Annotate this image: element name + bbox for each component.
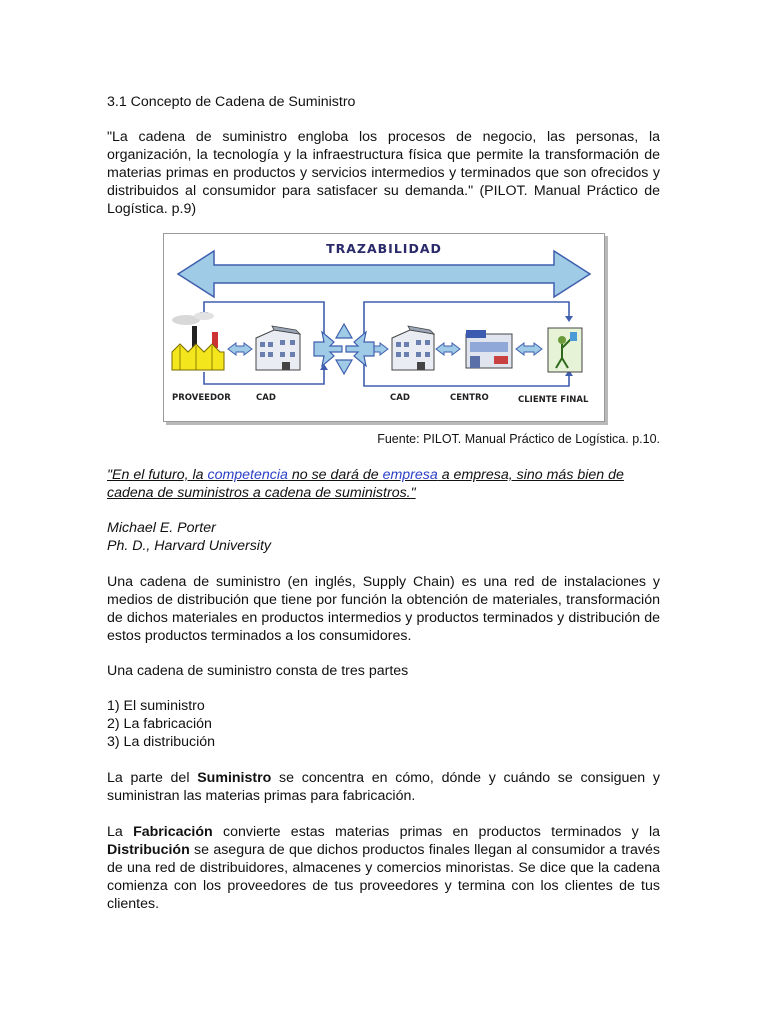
author-affiliation: Ph. D., Harvard University — [107, 538, 271, 554]
list-item: 1) El suministro — [107, 698, 205, 714]
store-icon — [466, 330, 512, 368]
figure-caption: Fuente: PILOT. Manual Práctico de Logística. p.10. — [377, 432, 660, 446]
list-item: 3) La distribución — [107, 734, 216, 750]
label-centro: CENTRO — [450, 393, 489, 403]
traceability-label: TRAZABILIDAD — [326, 241, 442, 256]
list-item: 2) La fabricación — [107, 716, 212, 732]
label-cad-1: CAD — [256, 393, 276, 403]
suministro-paragraph: La parte del Suministro se concentra en cómo, dónde y cuándo se consiguen y suministran las materias primas para fabricación. — [107, 770, 660, 804]
parts-intro: Una cadena de suministro consta de tres partes — [107, 663, 409, 679]
empresa-link[interactable]: empresa — [382, 467, 438, 483]
label-proveedor: PROVEEDOR — [172, 393, 231, 403]
supply-chain-figure — [163, 233, 605, 422]
label-cad-2: CAD — [390, 393, 410, 403]
warehouse-icon-1 — [256, 326, 300, 370]
supply-chain-paragraph: Una cadena de suministro (en inglés, Supply Chain) es una red de instalaciones y medios de distribución que tiene por función la obtención de materiales, transformación de dichos materiales en productos intermedios y productos terminados y distribución de estos productos terminados a los consumidores. — [107, 574, 660, 644]
definition-quote: "La cadena de suministro engloba los procesos de negocio, las personas, la organización, la tecnología y la infraestructura física que permite la transformación de materias primas en productos y servicios intermedios y terminados que son ofrecidos y distribuidos al consumidor para satisfacer su demanda." (PILOT. Manual Práctico de Logística. p.9) — [107, 129, 660, 217]
customer-icon — [548, 328, 582, 372]
label-cliente-final: CLIENTE FINAL — [518, 395, 589, 405]
warehouse-icon-2 — [392, 326, 434, 370]
factory-icon — [172, 312, 224, 370]
traceability-arrow — [178, 251, 590, 297]
porter-quote: "En el futuro, la competencia no se dará de empresa a empresa, sino más bien de cadena de suministros a cadena de suministros." — [107, 467, 624, 501]
author-name: Michael E. Porter — [107, 520, 216, 536]
loop-right — [364, 302, 569, 334]
supply-chain-diagram — [164, 234, 604, 421]
competencia-link[interactable]: competencia — [207, 467, 288, 483]
fabricacion-paragraph: La Fabricación convierte estas materias primas en productos terminados y la Distribución se asegura de que dichos productos finales llegan al consumidor a través de una red de distribuidores, almacenes y comercios minoristas. Se dice que la cadena comienza con los proveedores de tus proveedores y termina con los clientes de tus clientes. — [107, 824, 660, 912]
section-heading: 3.1 Concepto de Cadena de Suministro — [107, 94, 356, 110]
